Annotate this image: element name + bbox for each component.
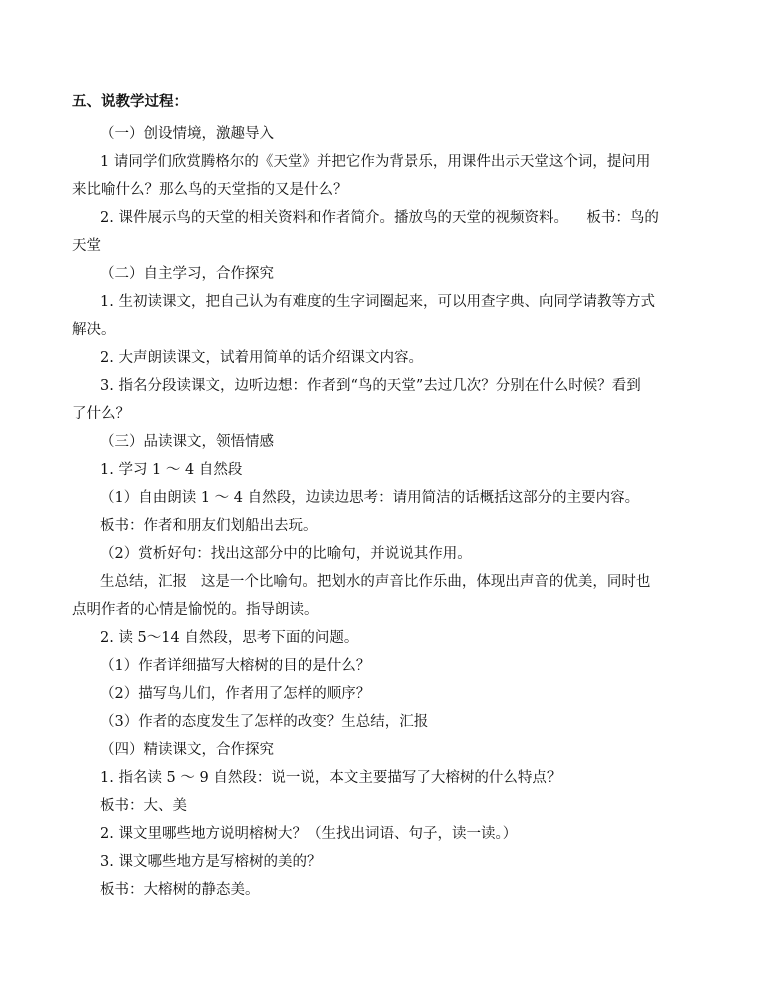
document-line: （1）作者详细描写大榕树的目的是什么？ <box>100 658 371 674</box>
document-line: 3. 课文哪些地方是写榕树的美的？ <box>100 854 322 870</box>
document-line: （2）赏析好句：找出这部分中的比喻句，并说说其作用。 <box>100 546 472 562</box>
document-line: （一）创设情境，激趣导入 <box>100 126 274 142</box>
document-line: 板书：大、美 <box>100 798 187 814</box>
document-line: 点明作者的心情是愉悦的。指导朗读。 <box>72 602 319 618</box>
document-line: 1 请同学们欣赏腾格尔的《天堂》并把它作为背景乐，用课件出示天堂这个词，提问用 <box>100 154 651 170</box>
document-line: 了什么？ <box>72 406 130 422</box>
document-line: 2. 课文里哪些地方说明榕树大？（生找出词语、句子，读一读。） <box>100 826 518 842</box>
document-line: 板书：作者和朋友们划船出去玩。 <box>100 518 318 534</box>
document-line: （2）描写鸟儿们，作者用了怎样的顺序？ <box>100 686 371 702</box>
document-line: 板书：大榕树的静态美。 <box>100 882 260 898</box>
document-line: （四）精读课文，合作探究 <box>100 742 274 758</box>
document-line: （二）自主学习，合作探究 <box>100 266 274 282</box>
document-line: 2. 大声朗读课文，试着用简单的话介绍课文内容。 <box>100 350 423 366</box>
document-line: 生总结，汇报 这是一个比喻句。把划水的声音比作乐曲，体现出声音的优美，同时也 <box>100 574 651 590</box>
document-line: 解决。 <box>72 322 116 338</box>
document-line: （三）品读课文，领悟情感 <box>100 434 274 450</box>
document-line: 来比喻什么？那么鸟的天堂指的又是什么？ <box>72 182 348 198</box>
document-line: 1. 生初读课文，把自己认为有难度的生字词圈起来，可以用查字典、向同学请教等方式 <box>100 294 655 310</box>
document-body <box>72 120 690 904</box>
document-line: 2. 读 5～14 自然段，思考下面的问题。 <box>100 630 359 646</box>
section-heading: 五、说教学过程： <box>72 93 188 110</box>
document-line: （1）自由朗读 1 ～ 4 自然段，边读边思考：请用简洁的话概括这部分的主要内容。 <box>100 490 640 506</box>
document-line: 2. 课件展示鸟的天堂的相关资料和作者简介。播放鸟的天堂的视频资料。 板书：鸟的 <box>100 210 659 226</box>
document-line: （3）作者的态度发生了怎样的改变？生总结，汇报 <box>100 714 429 730</box>
document-line: 1. 学习 1 ～ 4 自然段 <box>100 462 243 478</box>
document-line: 天堂 <box>72 238 101 254</box>
document-line: 1. 指名读 5 ～ 9 自然段：说一说，本文主要描写了大榕树的什么特点？ <box>100 770 562 786</box>
document-line: 3. 指名分段读课文，边听边想：作者到“鸟的天堂”去过几次？分别在什么时候？看到 <box>100 378 641 394</box>
